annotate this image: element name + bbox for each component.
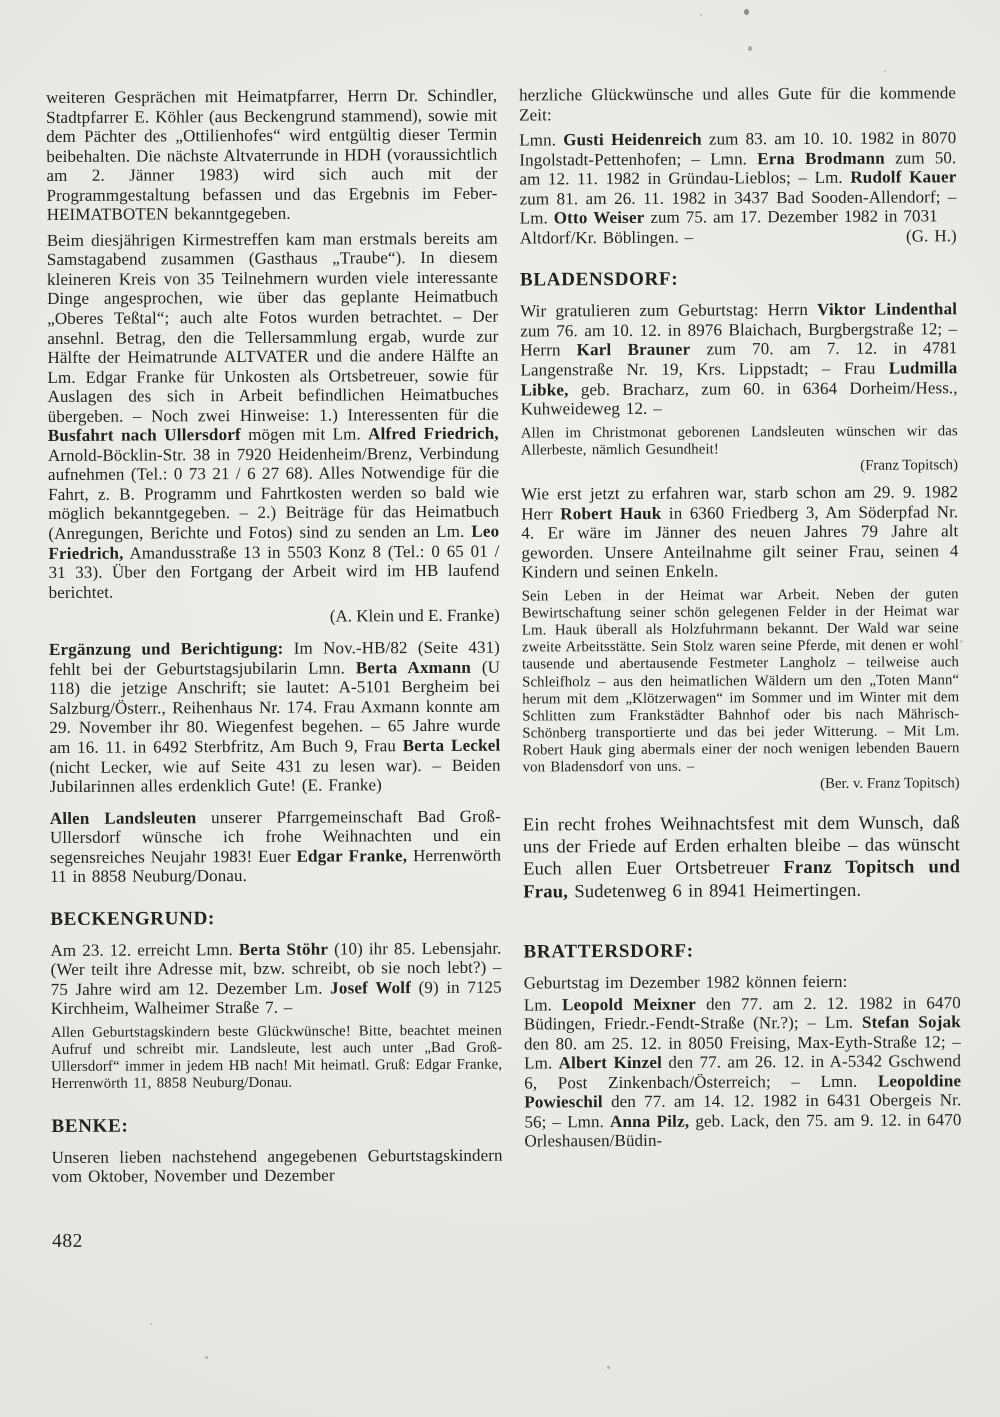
paragraph-benke-lastline [520,226,957,248]
paragraph-obituary-hauk: Wie erst jetzt zu erfahren war, starb schon am 29. 9. 1982 Herr Robert Hauk in 6360 Friedberg 3, Am Söderpfad Nr. 4. Er wäre im Jänner des neuen Jahres 79 Jahre alt geworden. Unsere Anteilnahme gilt seiner Frau, seinen 4 Kindern und seinen Enkeln. [521,482,959,582]
section-heading-beckengrund: BECKENGRUND: [50,907,216,930]
scan-speck [205,1356,208,1359]
scan-speck [150,1323,152,1325]
scan-speck [607,1366,610,1369]
section-heading-bladensdorf: BLADENSDORF: [519,269,679,291]
paragraph-kirmestreffen: Beim diesjährigen Kirmestreffen kam man erstmals bereits am Samstagabend zusammen (Gasthaus „Traube“). In diesem kleineren Kreis von 35 Teilnehmern wurden viele interessante Dinge angesprochen, wie über das geplante Heimatbuch „Oberes Teßtal“; auch alte Fotos wurden betrachtet. – Der ansehnl. Betrag, den die Tellersammlung ergab, wurde zur Hälfte der Heimatrunde ALTVATER und die andere Hälfte an Lm. Edgar Franke für Unkosten als Ortsbetreuer, sowie für Auslagen des sich in Arbeit befindlichen Heimatbuches übergeben. – Noch zwei Hinweise: 1.) Interessenten für die Busfahrt nach Ullersdorf mögen mit Lm. Alfred Friedrich, Arnold-Böcklin-Str. 38 in 7920 Heidenheim/Brenz, Verbindung aufnehmen (Tel.: 0 73 21 / 6 27 68). Alles Notwendige für die Fahrt, z. B. Programm und Fahrtkosten werden so bald wie möglich bekanntgegeben. – 2.) Beiträge für das Heimatbuch (Anregungen, Berichte und Fotos) sind zu senden an Lm. Leo Friedrich, Amandusstraße 13 in 5503 Konz 8 (Tel.: 0 65 01 / 31 33). Über den Fortgang der Arbeit wird im HB laufend berichtet. [46,228,500,602]
paragraph-hauk-life: Sein Leben in der Heimat war Arbeit. Neben der guten Bewirtschaftung seiner schön gelegenen Felder in der Heimat war Lm. Hauk überall als Holzfuhrmann bekannt. Der Wald war seine zweite Arbeitsstätte. Sein Stolz waren seine Pferde, mit denen er wohl tausende und abertausende Festmeter Langholz – teilweise auch Schleifholz – aus den heimatlichen Wäldern um den „Toten Mann“ herum mit dem „Klötzerwagen“ im Sommer und im Winter mit dem Schlitten zum Frankstädter Bahnhof oder bis nach Mährisch-Schönberg transportierte und das bei jeder Witterung. – Mit Lm. Robert Hauk ging abermals einer der noch wenigen lebenden Bauern von Bladensdorf von uns. – [521,586,960,776]
paragraph-benke: Unseren lieben nachstehend angegebenen Geburtstagskindern vom Oktober, November und Dezember [51,1145,503,1187]
section-heading-brattersdorf: BRATTERSDORF: [523,940,694,963]
signature-line: (A. Klein und E. Franke) [329,605,500,626]
paragraph-bladensdorf-birthdays: Wir gratulieren zum Geburtstag: Herrn Viktor Lindenthal zum 76. am 10. 12. in 8976 Blaichach, Burgbergstraße 12; – Herrn Karl Brauner zum 70. am 7. 12. in 4781 Langenstraße Nr. 19, Krs. Lippstadt; – Frau Ludmilla Libke, geb. Bracharz, zum 60. in 6364 Dorheim/Hess., Kuhweideweg 12. – [520,299,958,419]
paragraph-brattersdorf-intro: Geburtstag im Dezember 1982 können feiern: [523,971,848,993]
scan-speck [744,9,749,15]
paragraph-ergaenzung: Ergänzung und Berichtigung: Im Nov.-HB/82 (Seite 431) fehlt bei der Geburtstagsjubilarin Lmn. Berta Axmann (U 118) die jetzige Anschrift; sie lautet: A-5101 Bergheim bei Salzburg/Österr., Reihenhaus Nr. 174. Frau Axmann konnte am 29. November ihr 80. Wiegenfest begehen. – 65 Jahre wurde am 16. 11. in 6492 Sterbfritz, Am Buch 9, Frau Berta Leckel (nicht Lecker, wie auf Seite 431 zu lesen war). – Beiden Jubilarinnen alles erdenklich Gute! (E. Franke) [48,637,501,797]
paragraph-beckengrund: Am 23. 12. erreicht Lmn. Berta Stöhr (10) ihr 85. Lebensjahr. (Wer teilt ihre Adresse mit, bzw. schreibt, ob sie noch lebt?) – 75 Jahre wird am 12. Dezember Lm. Josef Wolf (9) in 7125 Kirchheim, Walheimer Straße 7. – [50,938,502,1019]
signature-initials: (G. H.) [905,226,957,246]
two-column-layout [46,83,962,1252]
left-column [46,86,503,1253]
lastline-text: Altdorf/Kr. Böblingen. – [519,227,694,248]
paragraph-allen-landsleuten: Allen Landsleuten unserer Pfarrgemeinschaft Bad Groß-Ullersdorf wünsche ich frohe Weihnachten und ein segensreiches Neujahr 1983! Euer Edgar Franke, Herrenwörth 11 in 8858 Neuburg/Donau. [49,806,502,887]
signature-line: (Franz Topitsch) [860,457,959,474]
paragraph-christmas-wish: Ein recht frohes Weihnachtsfest mit dem Wunsch, daß uns der Friede auf Erden erhalten bleibe – das wünscht Euch allen Euer Ortsbetreuer Franz Topitsch und Frau, Sudetenweg 6 in 8941 Heimertingen. [522,811,961,903]
page-number: 482 [51,1230,83,1252]
paragraph-beckengrund-note: Allen Geburtstagskindern beste Glückwünsche! Bitte, beachtet meinen Aufruf und schreibt mir. Landsleute, lest auch unter „Bad Groß-Ullersdorf“ immer in jedem HB nach! Mit heimatl. Gruß: Edgar Franke, Herrenwörth 11, 8858 Neuburg/Donau. [50,1022,503,1093]
paragraph-benke-birthdays: Lmn. Gusti Heidenreich zum 83. am 10. 10. 1982 in 8070 Ingolstadt-Pettenhofen; – Lmn. Erna Brodmann zum 50. am 12. 11. 1982 in Gründau-Lieblos; – Lm. Rudolf Kauer zum 81. am 26. 11. 1982 in 3437 Bad Sooden-Allendorf; – Lm. Otto Weiser zum 75. am 17. Dezember 1982 in 7031 [519,128,957,228]
scan-speck [884,70,886,72]
page-content [46,83,962,1252]
scan-speck [748,46,752,51]
paragraph-bladensdorf-wish: Allen im Christmonat geborenen Landsleuten wünschen wir das Allerbeste, nämlich Gesundheit! [520,422,958,459]
paragraph-brattersdorf-birthdays: Lm. Leopold Meixner den 77. am 2. 12. 1982 in 6470 Büdingen, Friedr.-Fendt-Straße (Nr.?); – Lm. Stefan Sojak den 80. am 25. 12. in 8050 Freising, Max-Eyth-Straße 12; – Lm. Albert Kinzel den 77. am 26. 12. in A-5342 Gschwend 6, Post Zinkenbach/Österreich; – Lmn. Leopoldine Powieschil den 77. am 14. 12. 1982 in 6431 Obergeis Nr. 56; – Lmn. Anna Pilz, geb. Lack, den 75. am 9. 12. in 6470 Orleshausen/Büdin- [523,992,962,1151]
paragraph-continuation: weiteren Gesprächen mit Heimatpfarrer, Herrn Dr. Schindler, Stadtpfarrer E. Köhler (aus Beckengrund stammend), sowie mit dem Pächter des „Ottilienhofes“ wird entgültig dieser Termin beibehalten. Die nächste Altvaterrunde in HDH (voraussichtlich am 2. Jänner 1983) wird sich auch mit der Programmgestaltung befassen und das Ergebnis im Feber-HEIMATBOTEN bekanntgegeben. [46,85,498,225]
scan-speck [960,640,963,643]
signature-line: (Ber. v. Franz Topitsch) [820,774,960,792]
paragraph-continuation-right: herzliche Glückwünsche und alles Gute für die kommende Zeit: [518,83,957,125]
right-column [519,83,962,1250]
section-heading-benke: BENKE: [51,1115,129,1137]
scan-speck [700,14,702,16]
